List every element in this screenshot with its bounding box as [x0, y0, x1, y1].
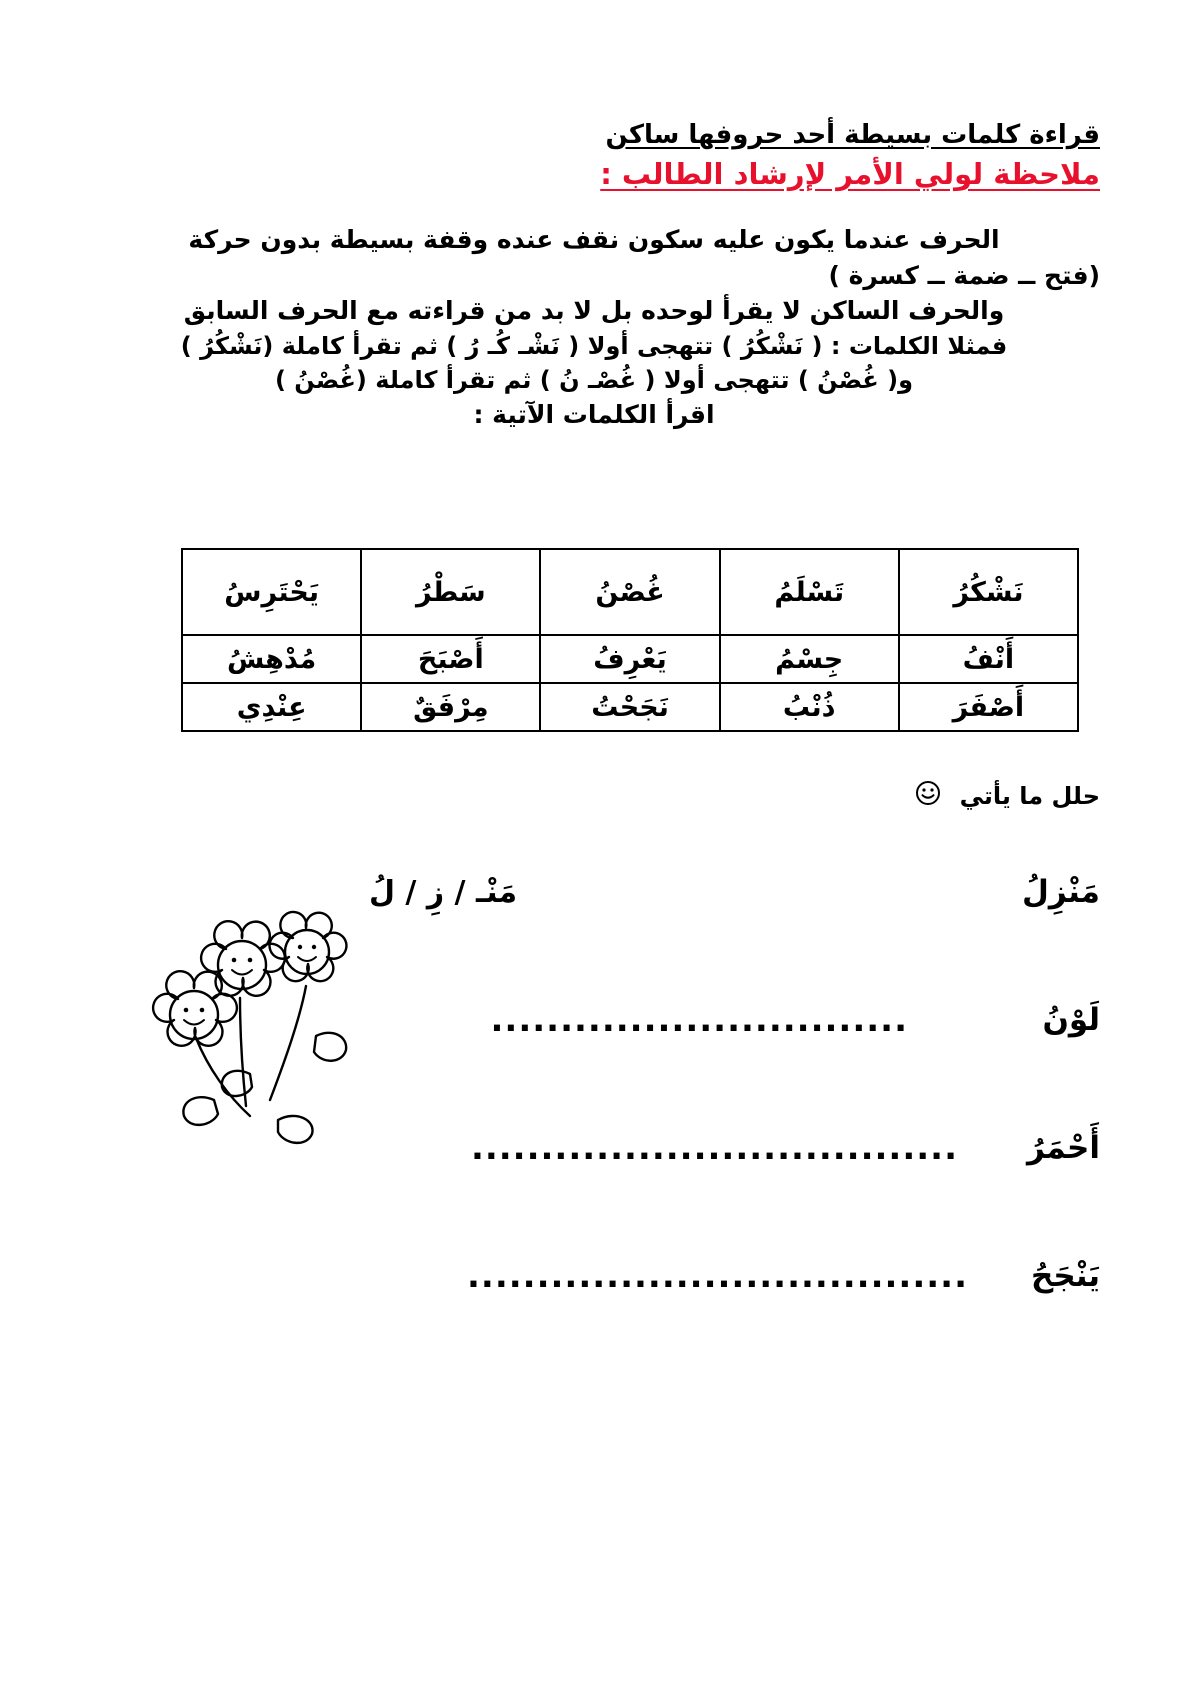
explanation-line-5: و( غُصْنُ ) تتهجى أولا ( غُصْـ نُ ) ثم تقرأ كاملة (غُصْنُ ): [274, 365, 914, 394]
explanation-line-1: الحرف عندما يكون عليه سكون نقف عنده وقفة بسيطة بدون حركة: [188, 225, 1000, 254]
smiley-face-icon: [915, 780, 941, 812]
table-cell: أَنْفُ: [899, 635, 1078, 683]
table-cell: عِنْدِي: [182, 683, 361, 731]
table-cell: أَصْفَرَ: [899, 683, 1078, 731]
exercise-word: أَحْمَرُ: [1026, 1130, 1100, 1166]
table-row: [182, 683, 1078, 731]
table-cell: يَعْرِفُ: [540, 635, 719, 683]
exercise-answer-blank[interactable]: ..............................: [490, 1000, 908, 1040]
explanation-line-2: (فتح ــ ضمة ــ كسرة ): [828, 260, 1100, 290]
read-words-instruction: اقرأ الكلمات الآتية :: [473, 399, 715, 429]
table-cell: مُدْهِشُ: [182, 635, 361, 683]
exercise-word: لَوْنُ: [1042, 1002, 1100, 1038]
exercise-answer-blank[interactable]: ...................................: [470, 1128, 958, 1168]
exercise-answer-blank[interactable]: ....................................: [467, 1256, 968, 1296]
parent-note-heading: ملاحظة لولي الأمر لإرشاد الطالب :: [600, 157, 1100, 192]
explanation-paragraph: [88, 222, 1100, 432]
explanation-line-3: والحرف الساكن لا يقرأ لوحده بل لا بد من قراءته مع الحرف السابق: [183, 296, 1005, 325]
table-cell: نَشْكُرُ: [899, 549, 1078, 635]
table-cell: مِرْفَقٌ: [361, 683, 540, 731]
words-table: [181, 548, 1079, 732]
exercise-word: مَنْزِلُ: [1021, 874, 1100, 910]
table-row: [182, 635, 1078, 683]
table-cell: غُصْنُ: [540, 549, 719, 635]
table-cell: أَصْبَحَ: [361, 635, 540, 683]
table-cell: ذُنْبُ: [720, 683, 899, 731]
table-cell: نَجَحْتُ: [540, 683, 719, 731]
exercise-row: [88, 1212, 1100, 1340]
analyze-instruction: [88, 780, 1100, 812]
table-cell: تَسْلَمُ: [720, 549, 899, 635]
header-block: [90, 118, 1100, 198]
table-cell: سَطْرُ: [361, 549, 540, 635]
table-cell: جِسْمُ: [720, 635, 899, 683]
flowers-drawing: [110, 868, 360, 1158]
exercise-word: يَنْجَحُ: [1031, 1258, 1100, 1294]
page-title: قراءة كلمات بسيطة أحد حروفها ساكن: [605, 120, 1100, 150]
table-row: [182, 549, 1078, 635]
explanation-line-4: فمثلا الكلمات : ( نَشْكُرُ ) تتهجى أولا ( نَشْـ كُـ رُ ) ثم تقرأ كاملة (نَشْكُرُ ): [180, 331, 1008, 360]
analyze-instruction-label: حلل ما يأتي: [959, 782, 1100, 810]
exercise-answer: مَنْـ / زِ / لُ: [368, 874, 518, 910]
table-cell: يَحْتَرِسُ: [182, 549, 361, 635]
